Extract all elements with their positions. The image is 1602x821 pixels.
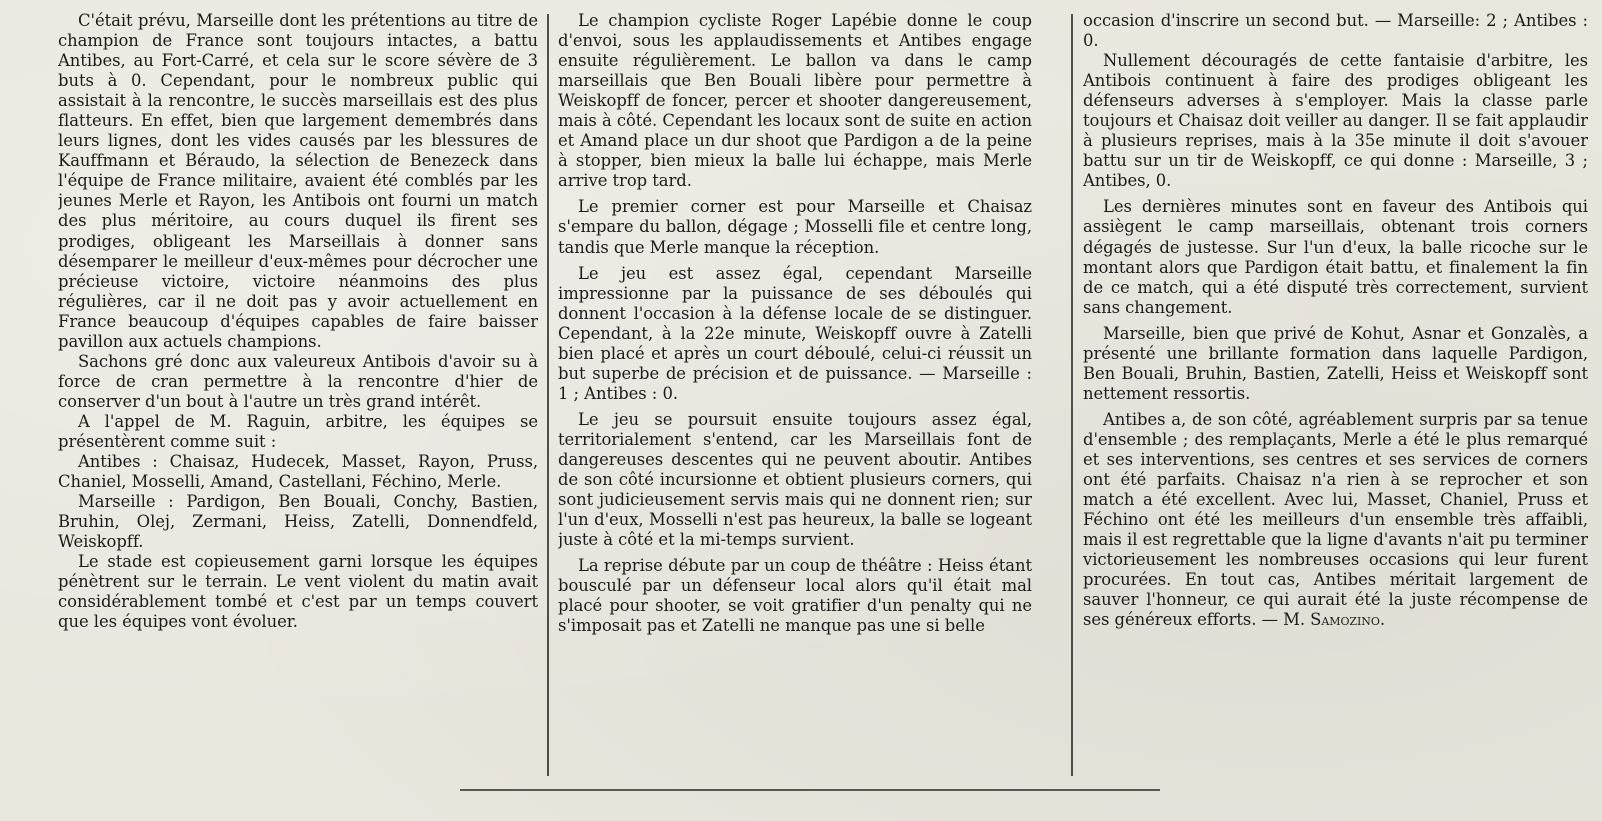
paragraph-second-goal: occasion d'inscrire un second but. — Marseille: 2 ; Antibes : 0. [1083,11,1588,51]
paragraph-marseille-review: Marseille, bien que privé de Kohut, Asnar et Gonzalès, a présenté une brillante formation dans laquelle Pardigon, Ben Bouali, Bruhin, Bastien, Zatelli, Heiss et Weiskopff sont nettement ressortis. [1083,323,1588,403]
paragraph-kickoff: Le champion cycliste Roger Lapébie donne le coup d'envoi, sous les applaudissements et Antibes engage ensuite régulièrement. Le ballon va dans le camp marseillais que Ben Bouali libère pour permettre à Weiskopff de foncer, percer et shooter dangereusement, mais à côté. Cependant les locaux sont de suite en action et Amand place un dur shoot que Pardigon a de la peine à stopper, bien mieux la balle lui échappe, mais Merle arrive trop tard. [558,11,1032,191]
paragraph-tribute: Sachons gré donc aux valeureux Antibois d'avoir su à force de cran permettre à la rencontre d'hier de conserver d'un bout à l'autre un très grand intérêt. [58,351,538,411]
author-signature: Samozino. [1310,610,1386,630]
paragraph-final-minutes: Les dernières minutes sont en faveur des Antibois qui assiègent le camp marseillais, obtenant trois corners dégagés de justesse. Sur l'un d'eux, la balle ricoche sur le montant alors que Pardigon était battu, et finalement la fin de ce match, qui a été disputé très correctement, survient sans changement. [1083,197,1588,317]
paragraph-halftime: Le jeu se poursuit ensuite toujours assez égal, territorialement s'entend, car les Marseillais font de dangereuses descentes qui ne peuvent aboutir. Antibes de son côté incursionne et obtient plusieurs corners, qui sont judicieusement servis mais qui ne donnent rien; sur l'un d'eux, Mosselli n'est pas heureux, la balle se logeant juste à côté et la mi-temps survient. [558,409,1032,550]
paragraph-second-half: La reprise débute par un coup de théâtre : Heiss étant bousculé par un défenseur local alors qu'il était mal placé pour shooter, se voit gratifier d'un penalty qui ne s'imposait pas et Zatelli ne manque pas une si belle [558,556,1032,636]
paragraph-lineup-marseille: Marseille : Pardigon, Ben Bouali, Conchy, Bastien, Bruhin, Olej, Zermani, Heiss, Zatelli, Donnendfeld, Weiskopff. [58,492,538,552]
article-column-1 [58,11,538,771]
column-divider-1 [547,14,549,776]
article-column-2 [558,11,1032,771]
paragraph-stadium: Le stade est copieusement garni lorsque les équipes pénètrent sur le terrain. Le vent violent du matin avait considérablement tombé et c'est par un temps couvert que les équipes vont évoluer. [58,552,538,632]
paragraph-antibes-review [1083,410,1588,631]
column-divider-2 [1071,14,1073,776]
paragraph-intro: C'était prévu, Marseille dont les prétentions au titre de champion de France sont toujours intactes, a battu Antibes, au Fort-Carré, et cela sur le score sévère de 3 buts à 0. Cependant, pour le nombreux public qui assistait à la rencontre, le succès marseillais est des plus flatteurs. En effet, bien que largement demembrés dans leurs lignes, dont les vides causés par les blessures de Kauffmann et Béraudo, la sélection de Benezeck dans l'équipe de France militaire, avaient été comblés par les jeunes Merle et Rayon, les Antibois ont fourni un match des plus méritoire, au cours duquel ils firent ses prodiges, obligeant les Marseillais à donner sans désemparer le meilleur d'eux-mêmes pour décrocher une précieuse victoire, victoire néanmoins des plus régulières, car il ne doit pas y avoir actuellement en France beaucoup d'équipes capables de faire baisser pavillon aux actuels champions. [58,11,538,351]
paragraph-antibes-review-text: Antibes a, de son côté, agréablement surpris par sa tenue d'ensemble ; des remplaçants, Merle a été le plus remarqué et ses interventions, ses centres et ses services de corners ont été parfaits. Chaisaz n'a rien à se reprocher et son match a été excellent. Avec lui, Masset, Chaniel, Pruss et Féchino ont été les meilleurs d'un ensemble très affaibli, mais il est regrettable que la ligne d'avants n'ait pu terminer victorieusement les nombreuses occasions qui leur furent procurées. En tout cas, Antibes méritait largement de sauver l'honneur, ce qui aurait été la juste récompense de ses généreux efforts. — M. [1083,409,1588,630]
paragraph-lineup-antibes: Antibes : Chaisaz, Hudecek, Masset, Rayon, Pruss, Chaniel, Mosselli, Amand, Castellani, Féchino, Merle. [58,452,538,492]
paragraph-first-goal: Le jeu est assez égal, cependant Marseille impressionne par la puissance de ses déboulés qui donnent l'occasion à la défense locale de se distinguer. Cependant, à la 22e minute, Weiskopff ouvre à Zatelli bien placé et après un court déboulé, celui-ci réussit un but superbe de précision et de puissance. — Marseille : 1 ; Antibes : 0. [558,263,1032,403]
paragraph-referee: A l'appel de M. Raguin, arbitre, les équipes se présentèrent comme suit : [58,411,538,451]
paragraph-third-goal: Nullement découragés de cette fantaisie d'arbitre, les Antibois continuent à faire des prodiges obligeant les défenseurs adverses à s'employer. Mais la classe parle toujours et Chaisaz doit veiller au danger. Il se fait applaudir à plusieurs reprises, mais à la 35e minute il doit s'avouer battu sur un tir de Weiskopff, ce qui donne : Marseille, 3 ; Antibes, 0. [1083,51,1588,191]
bottom-separator-rule [460,789,1160,791]
article-column-3 [1083,11,1588,771]
paragraph-first-corner: Le premier corner est pour Marseille et Chaisaz s'empare du ballon, dégage ; Mosselli file et centre long, tandis que Merle manque la réception. [558,197,1032,257]
